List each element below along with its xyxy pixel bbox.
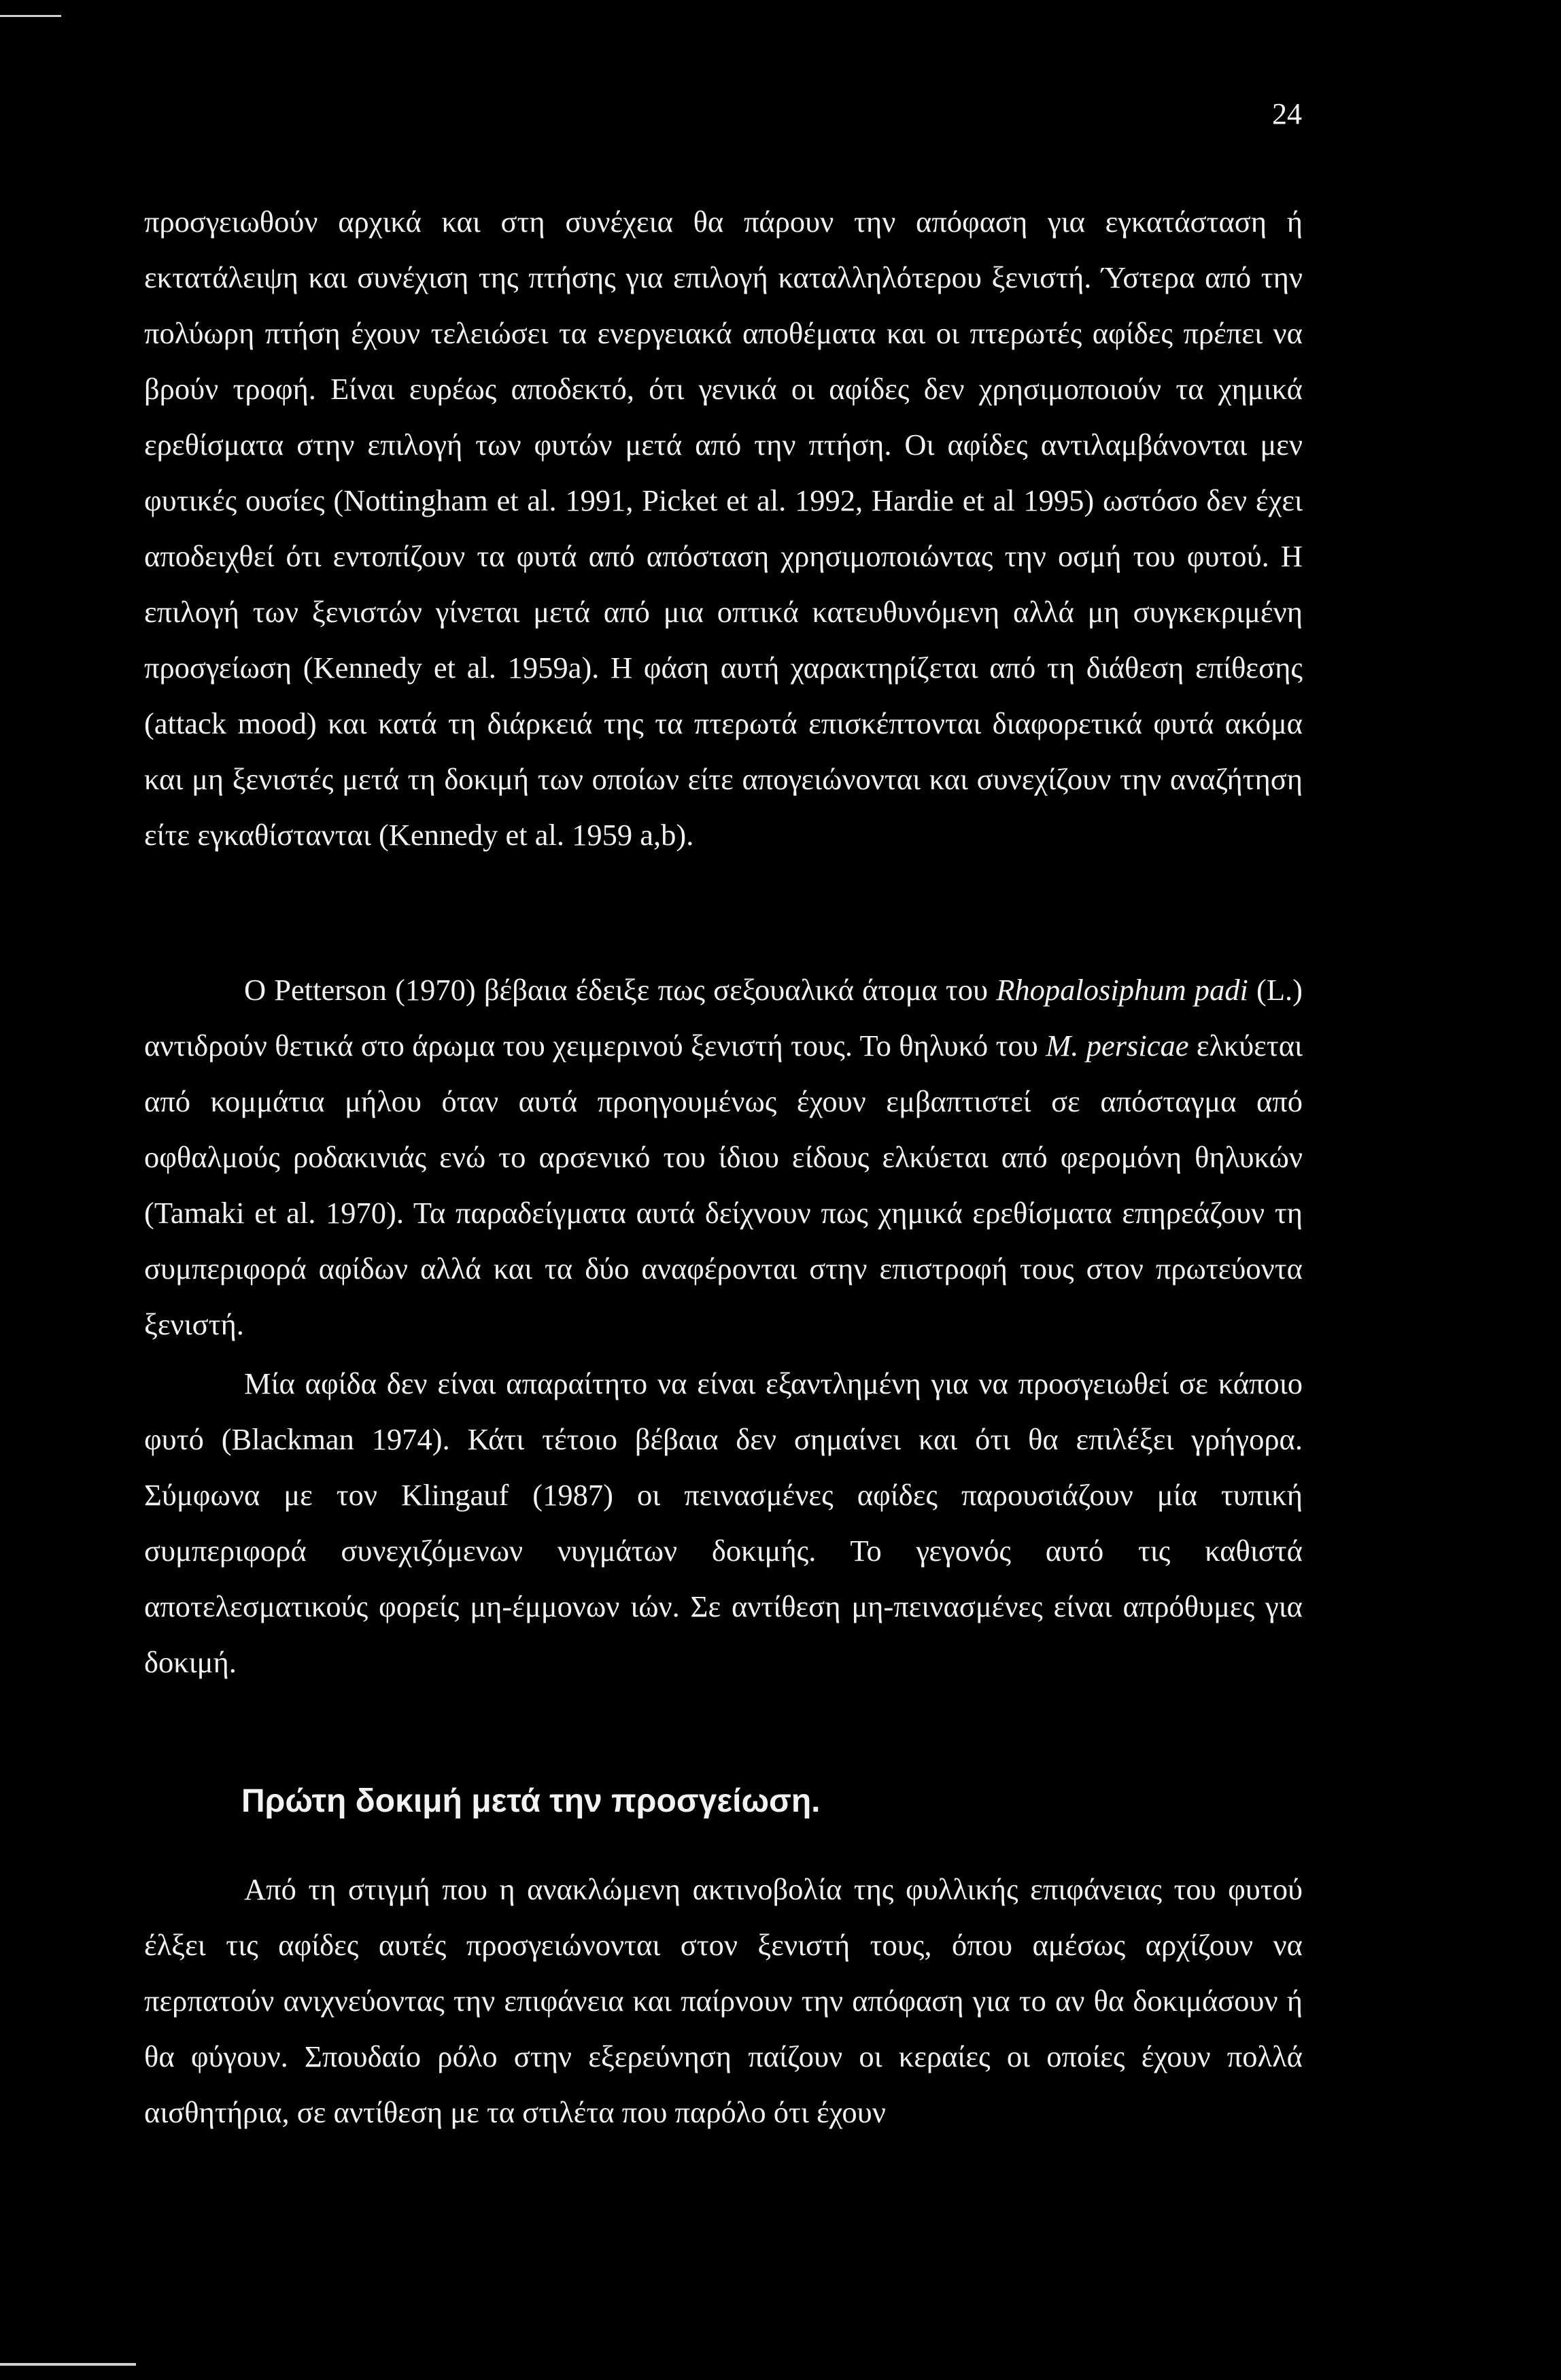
species-name-rhopalosiphum-padi: Rhopalosiphum padi: [996, 973, 1248, 1007]
scan-edge-mark-bottom: [0, 2363, 136, 2366]
section-heading: Πρώτη δοκιμή μετά την προσγείωση.: [241, 1783, 821, 1819]
page-number: 24: [1272, 97, 1302, 131]
paragraph-3: Μία αφίδα δεν είναι απαραίτητο να είναι εξαντλημένη για να προσγειωθεί σε κάποιο φυτό (Blackman 1974). Κάτι τέτοιο βέβαια δεν σημαίνει και ότι θα επιλέξει γρήγορα. Σύμφωνα με τον Klingauf (1987) οι πεινασμένες αφίδες παρουσιάζουν μία τυπική συμπεριφορά συνεχιζόμενων νυγμάτων δοκιμής. Το γεγονός αυτό τις καθιστά αποτελεσματικούς φορείς μη-έμμονων ιών. Σε αντίθεση μη-πεινασμένες είναι απρόθυμες για δοκιμή.: [144, 1366, 1303, 1679]
species-name-m-persicae: M. persicae: [1046, 1029, 1189, 1063]
paragraph-2-text-b: (L.) αντιδρούν θετικά στο άρωμα του χειμερινού ξενιστή τους. Το θηλυκό του: [144, 973, 1303, 1063]
paragraph-2: [144, 962, 1303, 1352]
paragraph-1: προσγειωθούν αρχικά και στη συνέχεια θα πάρουν την απόφαση για εγκατάσταση ή εκτατάλειψη και συνέχιση της πτήσης για επιλογή καταλληλότερου ξενιστή. Ύστερα από την πολύωρη πτήση έχουν τελειώσει τα ενεργειακά αποθέματα και οι πτερωτές αφίδες πρέπει να βρούν τροφή. Είναι ευρέως αποδεκτό, ότι γενικά οι αφίδες δεν χρησιμοποιούν τα χημικά ερεθίσματα στην επιλογή των φυτών μετά από την πτήση. Οι αφίδες αντιλαμβάνονται μεν φυτικές ουσίες (Nottingham et al. 1991, Picket et al. 1992, Hardie et al 1995) ωστόσο δεν έχει αποδειχθεί ότι εντοπίζουν τα φυτά από απόσταση χρησιμοποιώντας την οσμή του φυτού. Η επιλογή των ξενιστών γίνεται μετά από μια οπτικά κατευθυνόμενη αλλά μη συγκεκριμένη προσγείωση (Kennedy et al. 1959a). Η φάση αυτή χαρακτηρίζεται από τη διάθεση επίθεσης (attack mood) και κατά τη διάρκειά της τα πτερωτά επισκέπτονται διαφορετικά φυτά ακόμα και μη ξενιστές μετά τη δοκιμή των οποίων είτε απογειώνονται και συνεχίζουν την αναζήτηση είτε εγκαθίστανται (Kennedy et al. 1959 a,b).: [144, 205, 1303, 852]
paragraph-2-text-a: Ο Petterson (1970) βέβαια έδειξε πως σεξουαλικά άτομα του: [244, 973, 997, 1007]
paragraph-4: Από τη στιγμή που η ανακλώμενη ακτινοβολία της φυλλικής επιφάνειας του φυτού έλξει τις αφίδες αυτές προσγειώνονται στον ξενιστή τους, όπου αμέσως αρχίζουν να περπατούν ανιχνεύοντας την επιφάνεια και παίρνουν την απόφαση για το αν θα δοκιμάσουν ή θα φύγουν. Σπουδαίο ρόλο στην εξερεύνηση παίζουν οι κεραίες οι οποίες έχουν πολλά αισθητήρια, σε αντίθεση με τα στιλέτα που παρόλο ότι έχουν: [144, 1872, 1303, 2129]
scan-edge-mark-top: [0, 15, 61, 17]
paragraph-2-text-c: ελκύεται από κομμάτια μήλου όταν αυτά προηγουμένως έχουν εμβαπτιστεί σε απόσταγμα από οφθαλμούς ροδακινιάς ενώ το αρσενικό του ίδιου είδους ελκύεται από φερομόνη θηλυκών (Tamaki et al. 1970). Τα παραδείγματα αυτά δείχνουν πως χημικά ερεθίσματα επηρεάζουν τη συμπεριφορά αφίδων αλλά και τα δύο αναφέρονται στην επιστροφή τους στον πρωτεύοντα ξενιστή.: [144, 1029, 1303, 1341]
